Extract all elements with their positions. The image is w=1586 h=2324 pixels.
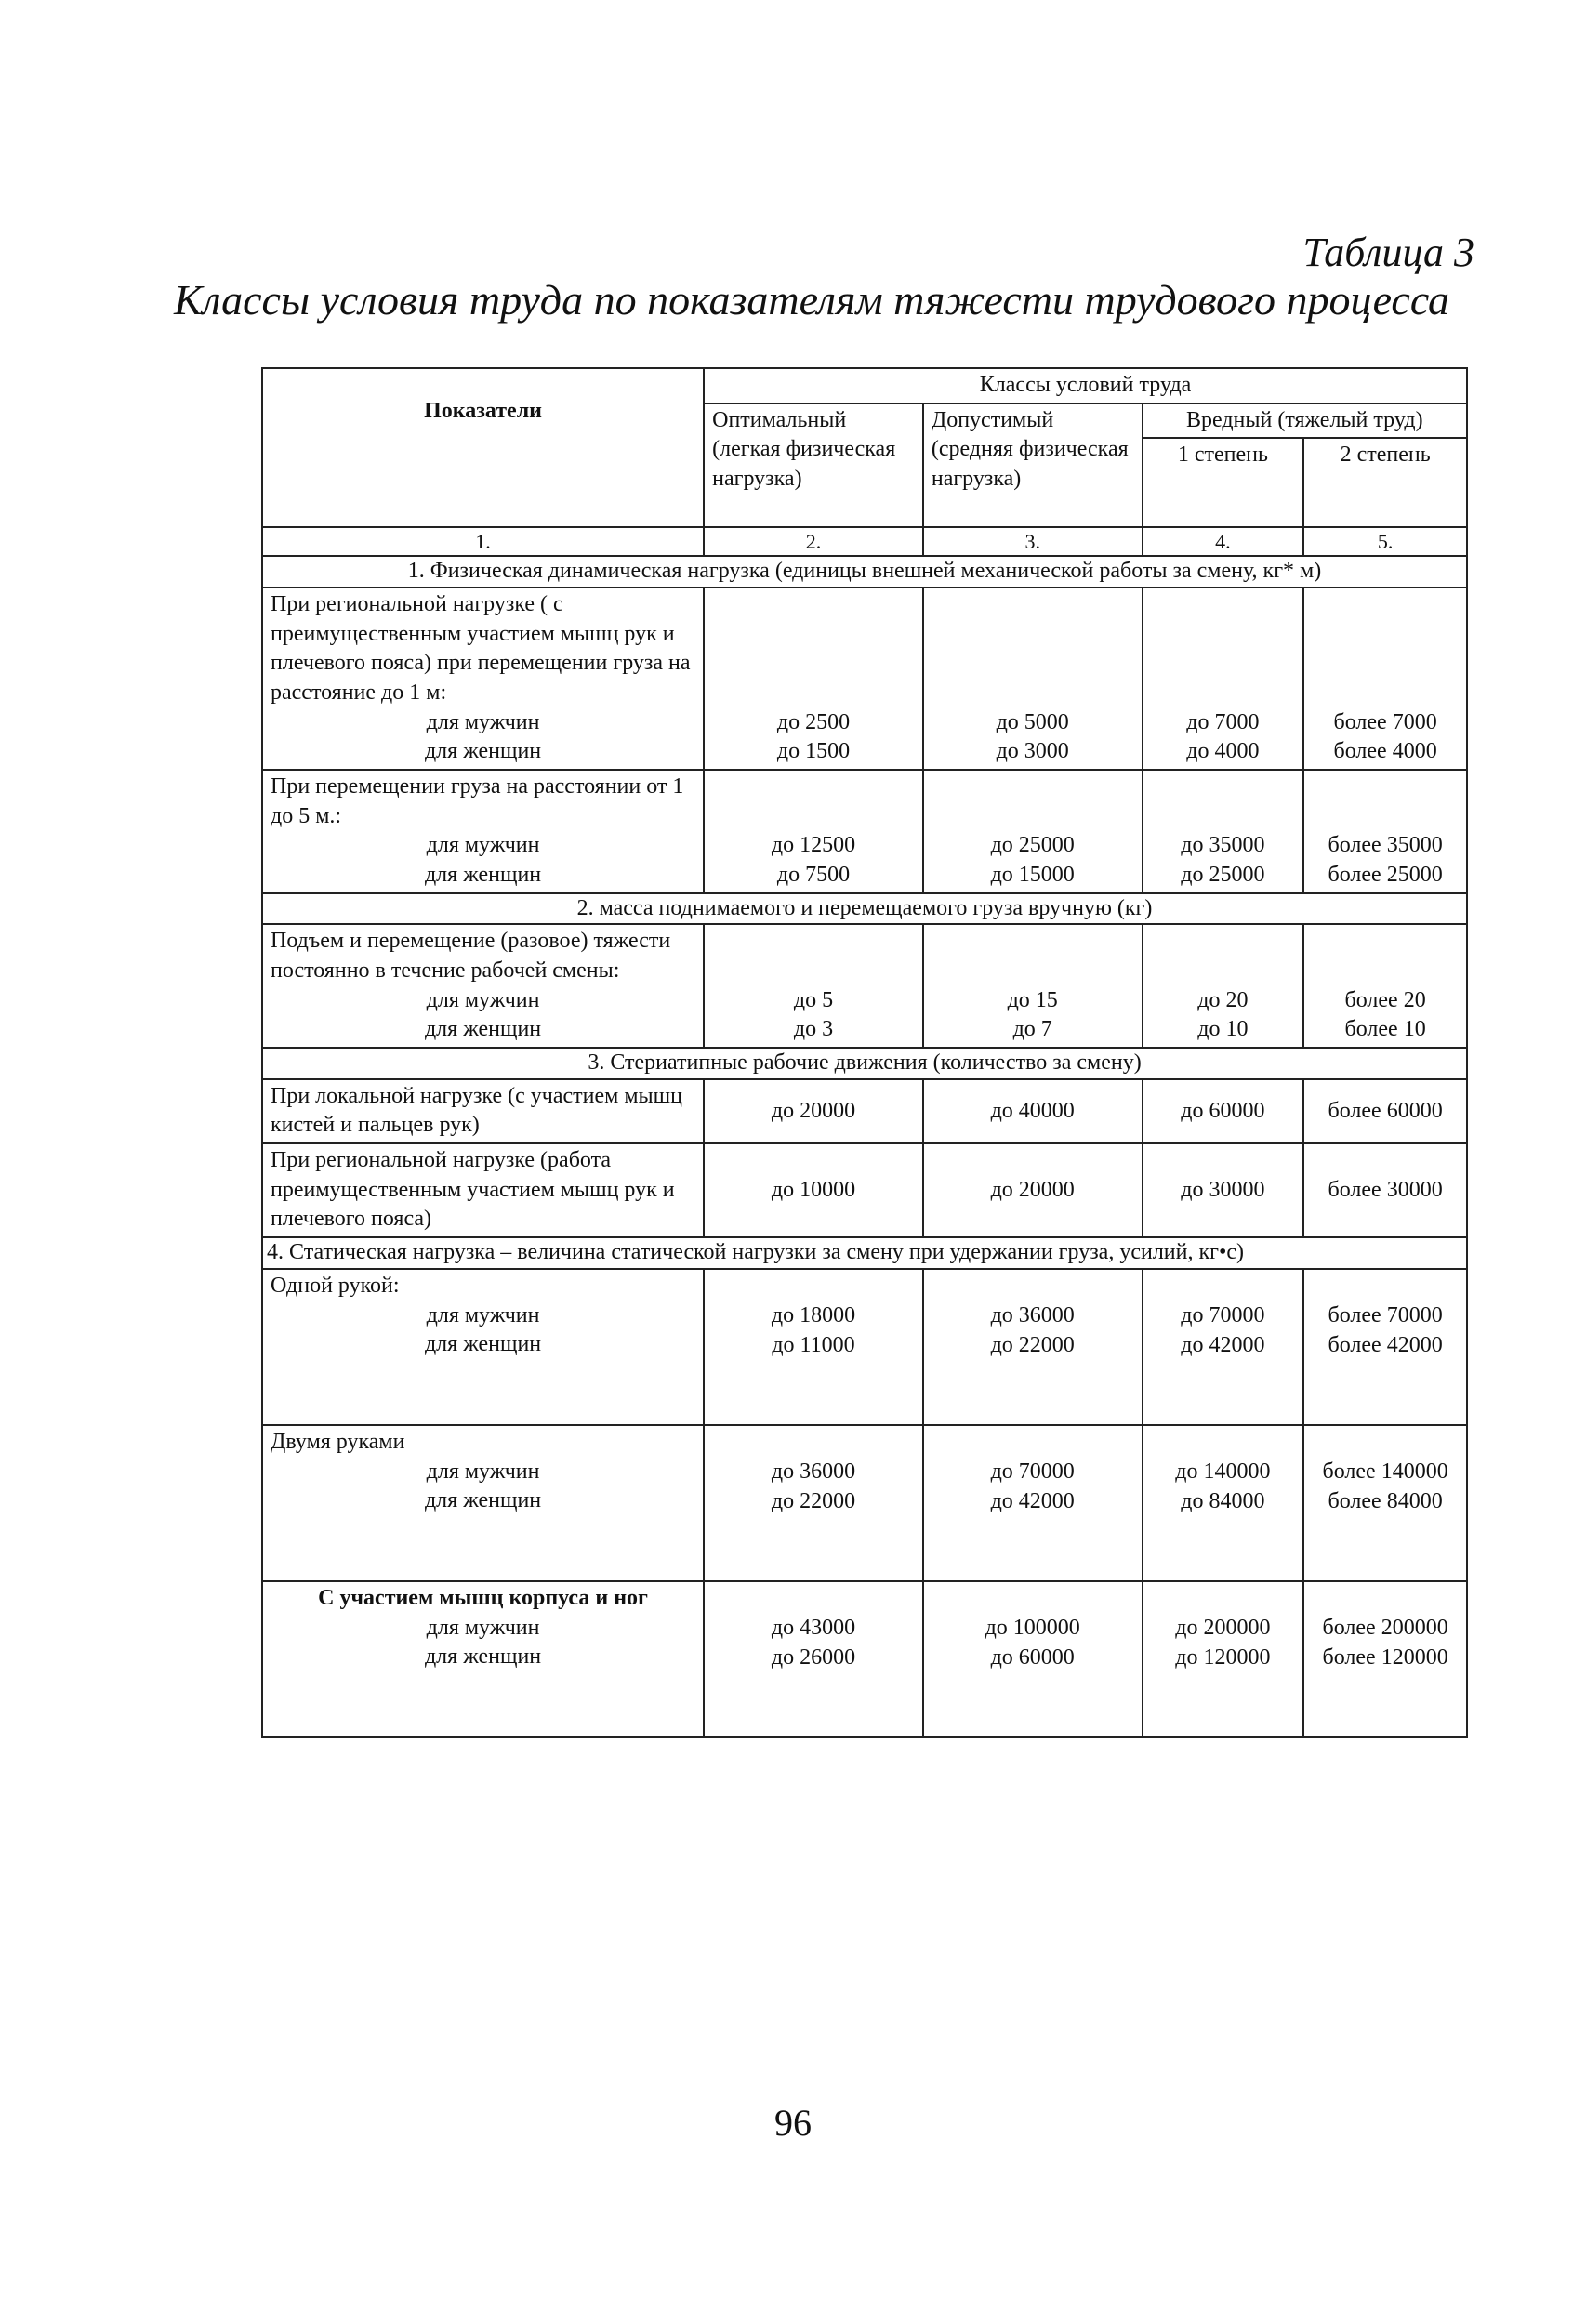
value-cell	[704, 1581, 923, 1737]
value-women: до 60000	[990, 1644, 1075, 1670]
value-men: до 36000	[990, 1302, 1075, 1327]
value-men: до 25000	[990, 833, 1075, 858]
men-label: для мужчин	[426, 833, 540, 858]
value-men: до 2500	[776, 709, 851, 734]
indicator-cell	[262, 1581, 704, 1737]
value-men: более 200000	[1322, 1615, 1448, 1640]
section-title-row	[262, 1237, 1467, 1269]
table-title: Классы условия труда по показателям тяжести трудового процесса	[173, 276, 1450, 324]
value-men: до 12500	[771, 833, 856, 858]
value-women: до 1500	[776, 739, 851, 764]
section-title: 3. Стериатипные рабочие движения (количество за смену)	[262, 1048, 1467, 1079]
women-label: для женщин	[424, 863, 542, 888]
value-cell	[1303, 770, 1467, 893]
header-row-1	[262, 368, 1467, 403]
value-cell	[1303, 1269, 1467, 1425]
header-indicators: Показатели	[262, 368, 704, 527]
header-optimal: Оптимальный (легкая физическая нагрузка)	[704, 403, 923, 528]
indicator-label: При локальной нагрузке (с участием мышц кистей и пальцев рук)	[262, 1079, 704, 1143]
value-men: более 70000	[1328, 1302, 1443, 1327]
page-number: 96	[774, 2102, 812, 2144]
value-cell	[704, 1425, 923, 1581]
table-row	[262, 1143, 1467, 1237]
men-label: для мужчин	[426, 709, 540, 734]
value-cell	[704, 1269, 923, 1425]
section-title-row	[262, 893, 1467, 925]
value-cell	[923, 924, 1143, 1048]
value-men: более 7000	[1333, 709, 1437, 734]
value-cell: до 20000	[704, 1079, 923, 1143]
column-number: 3.	[923, 527, 1143, 556]
value-women: более 25000	[1328, 863, 1443, 888]
table-row	[262, 1079, 1467, 1143]
value-men: до 70000	[990, 1459, 1075, 1484]
value-men: до 15	[1007, 987, 1058, 1012]
value-men: до 35000	[1181, 833, 1265, 858]
table-row	[262, 924, 1467, 1048]
table-row	[262, 588, 1467, 770]
section-title: 1. Физическая динамическая нагрузка (единицы внешней механической работы за смену, кг* м)	[262, 556, 1467, 588]
value-men: до 5	[793, 987, 834, 1012]
value-women: до 42000	[990, 1488, 1075, 1513]
header-harmful: Вредный (тяжелый труд)	[1143, 403, 1467, 439]
value-men: до 5000	[996, 709, 1069, 734]
value-cell	[1303, 588, 1467, 770]
indicator-label: При перемещении груза на расстоянии от 1 до 5 м.:	[271, 774, 684, 828]
men-label: для мужчин	[426, 1459, 540, 1484]
table-row	[262, 1269, 1467, 1425]
value-women: до 7500	[776, 863, 851, 888]
section-title: 4. Статическая нагрузка – величина статической нагрузки за смену при удержании груза, усилий, кг•с)	[262, 1237, 1467, 1269]
value-men: до 200000	[1175, 1615, 1271, 1640]
value-women: до 7	[1012, 1017, 1052, 1042]
value-women: более 10	[1344, 1017, 1426, 1042]
indicator-cell	[262, 1425, 704, 1581]
header-classes: Классы условий труда	[704, 368, 1467, 403]
value-women: до 26000	[771, 1644, 856, 1670]
value-women: до 3000	[996, 739, 1069, 764]
value-men: до 20	[1197, 987, 1249, 1012]
value-cell	[704, 588, 923, 770]
value-cell	[1143, 588, 1304, 770]
work-conditions-table	[261, 367, 1468, 1738]
women-label: для женщин	[424, 1644, 542, 1670]
value-women: до 10	[1197, 1017, 1249, 1042]
indicator-cell	[262, 1269, 704, 1425]
table-row	[262, 1425, 1467, 1581]
section-title: 2. масса поднимаемого и перемещаемого груза вручную (кг)	[262, 893, 1467, 925]
value-cell	[1303, 1581, 1467, 1737]
women-label: для женщин	[424, 1332, 542, 1357]
value-men: более 140000	[1322, 1459, 1448, 1484]
value-women: до 120000	[1175, 1644, 1271, 1670]
value-women: более 84000	[1328, 1488, 1443, 1513]
section-title-row	[262, 1048, 1467, 1079]
value-men: до 36000	[771, 1459, 856, 1484]
women-label: для женщин	[424, 1017, 542, 1042]
value-cell: до 20000	[923, 1143, 1143, 1237]
table-row	[262, 1581, 1467, 1737]
indicator-label: Подъем и перемещение (разовое) тяжести постоянно в течение рабочей смены:	[271, 929, 671, 984]
indicator-label: Двумя руками	[271, 1429, 405, 1454]
value-cell	[1143, 924, 1304, 1048]
value-cell	[704, 770, 923, 893]
value-cell	[923, 1425, 1143, 1581]
value-cell: до 40000	[923, 1079, 1143, 1143]
value-cell	[1143, 1425, 1304, 1581]
value-cell: до 10000	[704, 1143, 923, 1237]
value-cell	[923, 1269, 1143, 1425]
value-women: до 25000	[1181, 863, 1265, 888]
value-cell: более 30000	[1303, 1143, 1467, 1237]
value-women: более 120000	[1322, 1644, 1448, 1670]
value-men: до 140000	[1175, 1459, 1271, 1484]
value-cell	[1143, 770, 1304, 893]
women-label: для женщин	[424, 1488, 542, 1513]
column-numbers-row	[262, 527, 1467, 556]
value-women: до 22000	[771, 1488, 856, 1513]
value-men: до 7000	[1186, 709, 1260, 734]
value-cell: до 30000	[1143, 1143, 1304, 1237]
value-men: до 18000	[771, 1302, 856, 1327]
value-cell	[1143, 1581, 1304, 1737]
indicator-cell	[262, 924, 704, 1048]
value-men: более 35000	[1328, 833, 1443, 858]
value-men: до 70000	[1181, 1302, 1265, 1327]
value-cell: более 60000	[1303, 1079, 1467, 1143]
indicator-label: При региональной нагрузке (работа преимущественным участием мышц рук и плечевого пояса)	[262, 1143, 704, 1237]
table-row	[262, 770, 1467, 893]
value-cell	[923, 588, 1143, 770]
men-label: для мужчин	[426, 987, 540, 1012]
indicator-label: С участием мышц корпуса и ног	[318, 1585, 648, 1610]
value-cell	[1143, 1269, 1304, 1425]
value-men: более 20	[1344, 987, 1426, 1012]
header-degree-1: 1 степень	[1143, 438, 1304, 527]
value-women: до 84000	[1181, 1488, 1265, 1513]
column-number: 2.	[704, 527, 923, 556]
value-cell	[923, 770, 1143, 893]
value-cell: до 60000	[1143, 1079, 1304, 1143]
value-cell	[704, 924, 923, 1048]
header-degree-2: 2 степень	[1303, 438, 1467, 527]
indicator-label: Одной рукой:	[271, 1273, 400, 1298]
value-women: до 3	[793, 1017, 834, 1042]
value-women: до 22000	[990, 1332, 1075, 1357]
value-cell	[1303, 1425, 1467, 1581]
indicator-label: При региональной нагрузке ( с преимущественным участием мышц рук и плечевого пояса) при перемещении груза на расстояние до 1 м:	[271, 592, 691, 706]
men-label: для мужчин	[426, 1615, 540, 1640]
men-label: для мужчин	[426, 1302, 540, 1327]
section-title-row	[262, 556, 1467, 588]
value-women: до 15000	[990, 863, 1075, 888]
value-women: более 4000	[1333, 739, 1437, 764]
value-men: до 100000	[985, 1615, 1080, 1640]
column-number: 5.	[1303, 527, 1467, 556]
women-label: для женщин	[424, 739, 542, 764]
column-number: 4.	[1143, 527, 1304, 556]
value-women: до 11000	[772, 1332, 855, 1357]
indicator-cell	[262, 770, 704, 893]
value-cell	[923, 1581, 1143, 1737]
column-number: 1.	[262, 527, 704, 556]
value-men: до 43000	[771, 1615, 856, 1640]
value-women: более 42000	[1328, 1332, 1443, 1357]
table-label: Таблица 3	[1302, 230, 1474, 275]
value-women: до 4000	[1186, 739, 1260, 764]
value-cell	[1303, 924, 1467, 1048]
indicator-cell	[262, 588, 704, 770]
value-women: до 42000	[1181, 1332, 1265, 1357]
header-acceptable: Допустимый (средняя физическая нагрузка)	[923, 403, 1143, 528]
